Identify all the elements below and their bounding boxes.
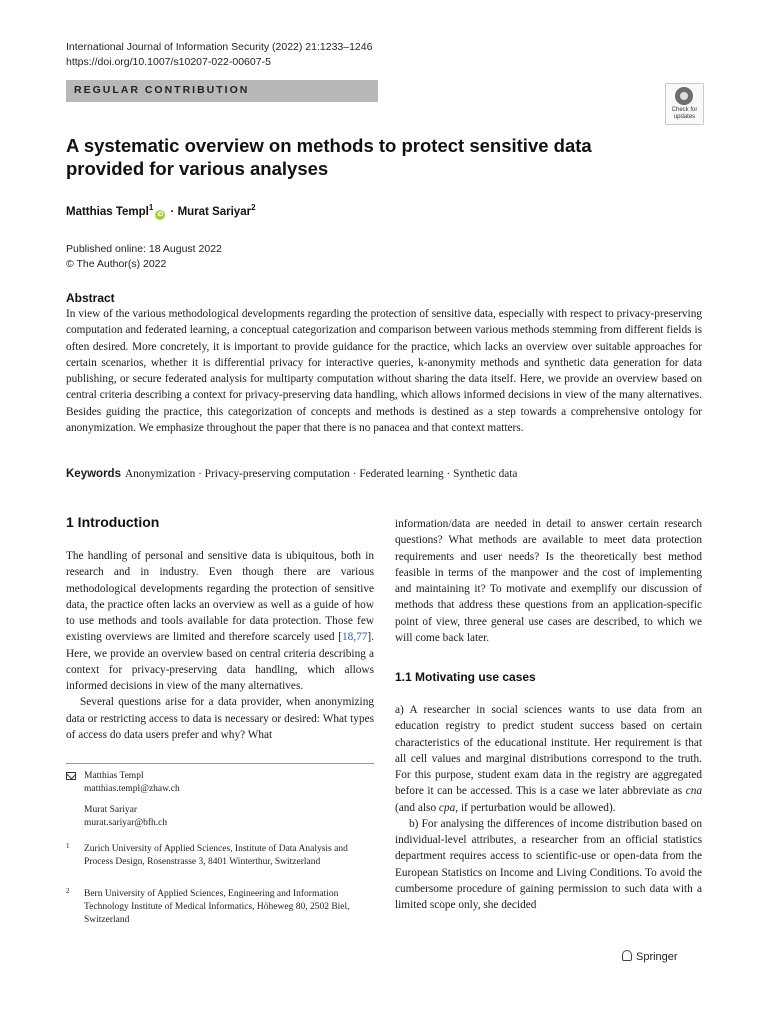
journal-line: International Journal of Information Security (2022) 21:1233–1246: [66, 41, 373, 53]
coauthor-name: Murat Sariyar: [84, 805, 138, 815]
abstract-body: In view of the various methodological developments regarding the protection of sensitive data, especially with respect to privacy-preserving computation and federated learning, a conceptual categorization and comparison between various methods stemming from different fields is often desired. More concretely, it is important to provide guidance for the practice, which lacks an overview over suitable approaches for certain scenarios, whether it is differential privacy for interactive queries, k-anonymity methods and synthetic data generation for data publishing, or secure federated analysis for multiparty computation without sharing the data itself. Here, we provide an overview based on central criteria describing a context for privacy-preserving data handling, which allows informed decisions in view of the many alternatives. Besides guiding the practice, this categorization of concepts and methods is destined as a step towards a comprehensive ontology for anonymization. We emphasize throughout the paper that there is no panacea and that context matters.: [66, 308, 702, 434]
article-title: A systematic overview on methods to protect sensitive data provided for various analyses: [66, 135, 592, 179]
affiliation-number: 2: [66, 887, 70, 895]
corresponding-email[interactable]: matthias.templ@zhaw.ch: [84, 784, 180, 794]
right-column-intro: [395, 516, 702, 646]
publication-info: [66, 242, 222, 272]
check-updates-icon: [675, 87, 693, 105]
published-date: Published online: 18 August 2022: [66, 243, 222, 255]
publisher-logo: [622, 950, 678, 963]
footnote-rule: [66, 763, 374, 764]
subsection-heading: 1.1 Motivating use cases: [395, 670, 536, 684]
orcid-icon[interactable]: iD: [157, 211, 164, 218]
author-name[interactable]: Murat Sariyar: [177, 205, 252, 218]
check-for-updates-badge[interactable]: [665, 83, 704, 125]
affiliation-1: Zurich University of Applied Sciences, Institute of Data Analysis and Process Design, Rosenstrasse 3, 8401 Winterthur, Switzerland: [84, 844, 348, 867]
article-type-ribbon: [66, 80, 378, 102]
keywords: [66, 468, 517, 480]
abstract-heading: Abstract: [66, 291, 115, 305]
author-separator: ·: [170, 205, 175, 218]
paragraph: a) A researcher in social sciences wants to use data from an education registry to predict student success based on certain characteristics of the educational institute. Her requirement is that all cell values and marginal distributions correspond to the truth. For this purpose, student exam data in the registry are aggregated before it can be accessed. This is a case we later abbreviate as cna (and also cpa, if perturbation would be allowed).: [395, 704, 702, 814]
correspondence-block: [84, 770, 374, 830]
check-updates-label: Check for updates: [671, 107, 698, 120]
right-column-text: [395, 702, 702, 913]
journal-citation: [66, 40, 372, 70]
citation-link[interactable]: 18,77: [341, 631, 368, 644]
corresponding-author: Matthias Templ: [84, 771, 144, 781]
section-heading: 1 Introduction: [66, 514, 160, 530]
affiliation-2: Bern University of Applied Sciences, Engineering and Information Technology Institute of Medical Informatics, Höheweg 80, 2502 Biel, Switzerland: [84, 889, 350, 925]
affiliation-marker: 2: [251, 203, 256, 212]
email-icon: [66, 772, 76, 780]
affiliation-marker: 1: [148, 203, 154, 212]
paragraph: Several questions arise for a data provider, when anonymizing data or restricting access to data is necessary or desired: What types of access do data users prefer and why? What: [66, 696, 374, 741]
author-name[interactable]: Matthias Templ: [66, 205, 149, 218]
publisher-name: Springer: [636, 951, 678, 963]
left-column-text: [66, 548, 374, 743]
ribbon-label: REGULAR CONTRIBUTION: [74, 84, 250, 96]
affiliation-number: 1: [66, 842, 70, 850]
paragraph: information/data are needed in detail to answer certain research questions? What methods are available to meet data protection requirements and user needs? Is the theoretically best method feasible in terms of the manpower and the cost of implementing and maintaining it? To motivate and exemplify our discussion of methods that address these questions from an application-specific point of view, three general use cases are described, to which we will come back later.: [395, 518, 702, 644]
springer-horse-icon: [622, 950, 632, 961]
doi-link[interactable]: https://doi.org/10.1007/s10207-022-00607-5: [66, 56, 271, 68]
keywords-label: Keywords: [66, 468, 121, 480]
keywords-list: Anonymization · Privacy-preserving computation · Federated learning · Synthetic data: [124, 468, 518, 480]
coauthor-email[interactable]: murat.sariyar@bfh.ch: [84, 818, 168, 828]
copyright-notice: © The Author(s) 2022: [66, 258, 167, 270]
paragraph: The handling of personal and sensitive data is ubiquitous, both in research and in industry. Even though there are various methodological developments regarding the protection of sensitive data, the practice often lacks an overview as well as a guide of how to use methods and tools available for data protection. Those few existing overviews are limited and therefore scarcely used [18,77]. Here, we provide an overview based on central criteria describing a context for privacy-preserving data handling, which allows informed decisions in view of the many alternatives.: [66, 550, 374, 692]
paragraph: b) For analysing the differences of income distribution based on individual-level attributes, a researcher from an official statistics department requires access to scientific-use or open-data from the European Statistics on Income and Living Conditions. To avoid the cumbersome procedure of gaining permission to such data with a limited scope only, she decided: [395, 817, 702, 911]
author-list: [66, 203, 256, 220]
